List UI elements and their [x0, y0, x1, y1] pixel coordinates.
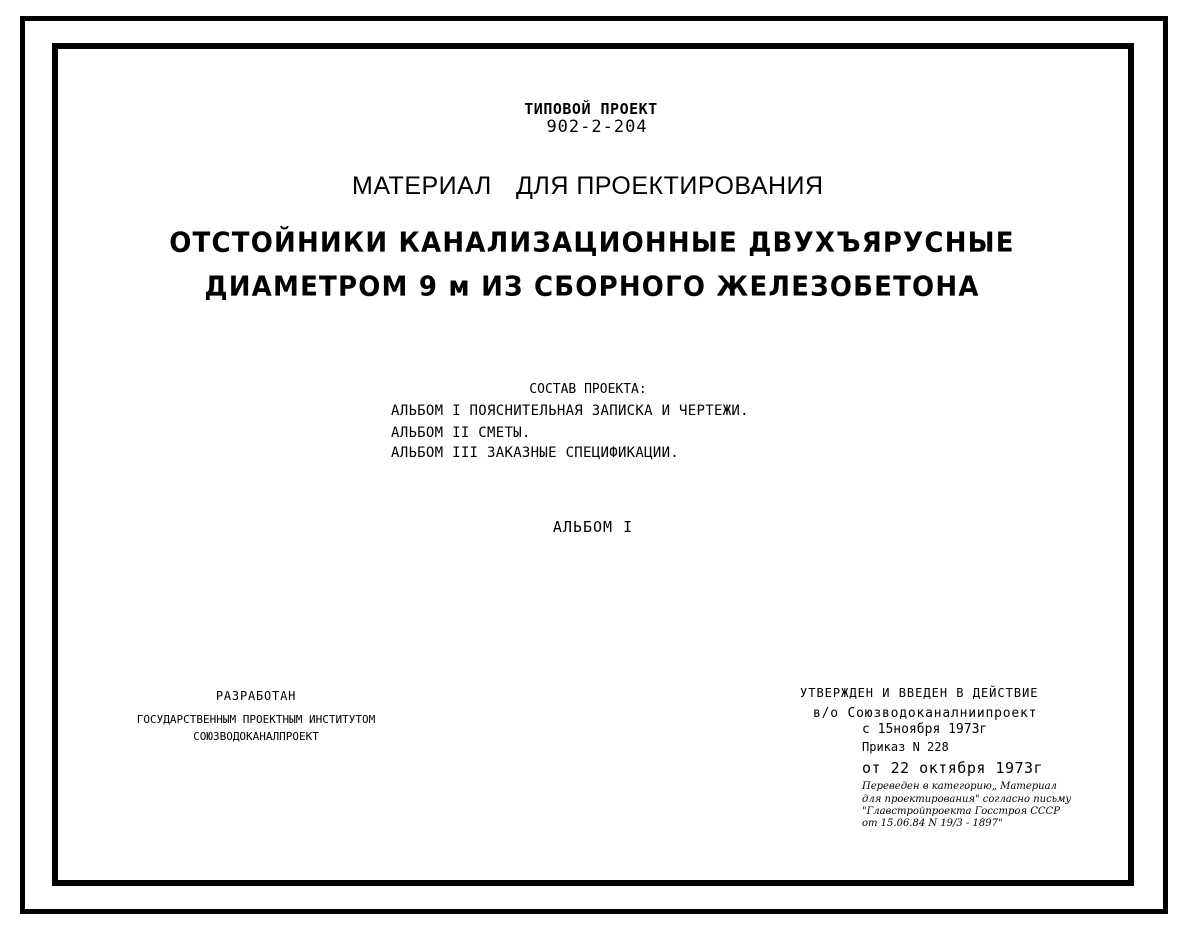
developer-label: РАЗРАБОТАН: [215, 689, 297, 703]
material-heading-part1: МАТЕРИАЛ: [352, 172, 492, 200]
developer-org-line2: СОЮЗВОДОКАНАЛПРОЕКТ: [193, 730, 319, 743]
project-number: 902-2-204: [546, 117, 648, 137]
composition-heading: СОСТАВ ПРОЕКТА:: [529, 382, 647, 397]
project-label: ТИПОВОЙ ПРОЕКТ: [524, 100, 658, 118]
album-list-item: АЛЬБОМ III ЗАКАЗНЫЕ СПЕЦИФИКАЦИИ.: [391, 445, 680, 461]
approval-line1: УТВЕРЖДЕН И ВВЕДЕН В ДЕЙСТВИЕ: [800, 686, 1039, 700]
album-list-item: АЛЬБОМ I ПОЯСНИТЕЛЬНАЯ ЗАПИСКА И ЧЕРТЕЖИ.: [391, 403, 749, 419]
approval-line2: в/о Союзводоканалниипроект: [813, 706, 1038, 721]
document-title-line1: ОТСТОЙНИКИ КАНАЛИЗАЦИОННЫЕ ДВУХЪЯРУСНЫЕ: [169, 227, 1015, 259]
handwritten-note-line2: для проектирования" согласно письму: [862, 794, 1072, 805]
developer-org-line1: ГОСУДАРСТВЕННЫМ ПРОЕКТНЫМ ИНСТИТУТОМ: [136, 713, 376, 726]
album-list-item: АЛЬБОМ II СМЕТЫ.: [391, 425, 531, 441]
material-heading-part2: ДЛЯ ПРОЕКТИРОВАНИЯ: [516, 172, 824, 200]
approval-date-line: с 15ноября 1973г: [862, 722, 988, 737]
current-album-label: АЛЬБОМ I: [552, 518, 634, 536]
document-title-line2: ДИАМЕТРОМ 9 м ИЗ СБОРНОГО ЖЕЛЕЗОБЕТОНА: [204, 271, 980, 303]
handwritten-note-line4: от 15.06.84 N 19/3 - 1897": [862, 818, 1003, 829]
approval-order-date-line: от 22 октября 1973г: [862, 759, 1044, 777]
approval-order-line: Приказ N 228: [862, 740, 949, 754]
handwritten-note-line1: Переведен в категорию„ Материал: [862, 781, 1057, 792]
handwritten-note-line3: "Главстройпроекта Госстроя СССР: [862, 806, 1060, 817]
